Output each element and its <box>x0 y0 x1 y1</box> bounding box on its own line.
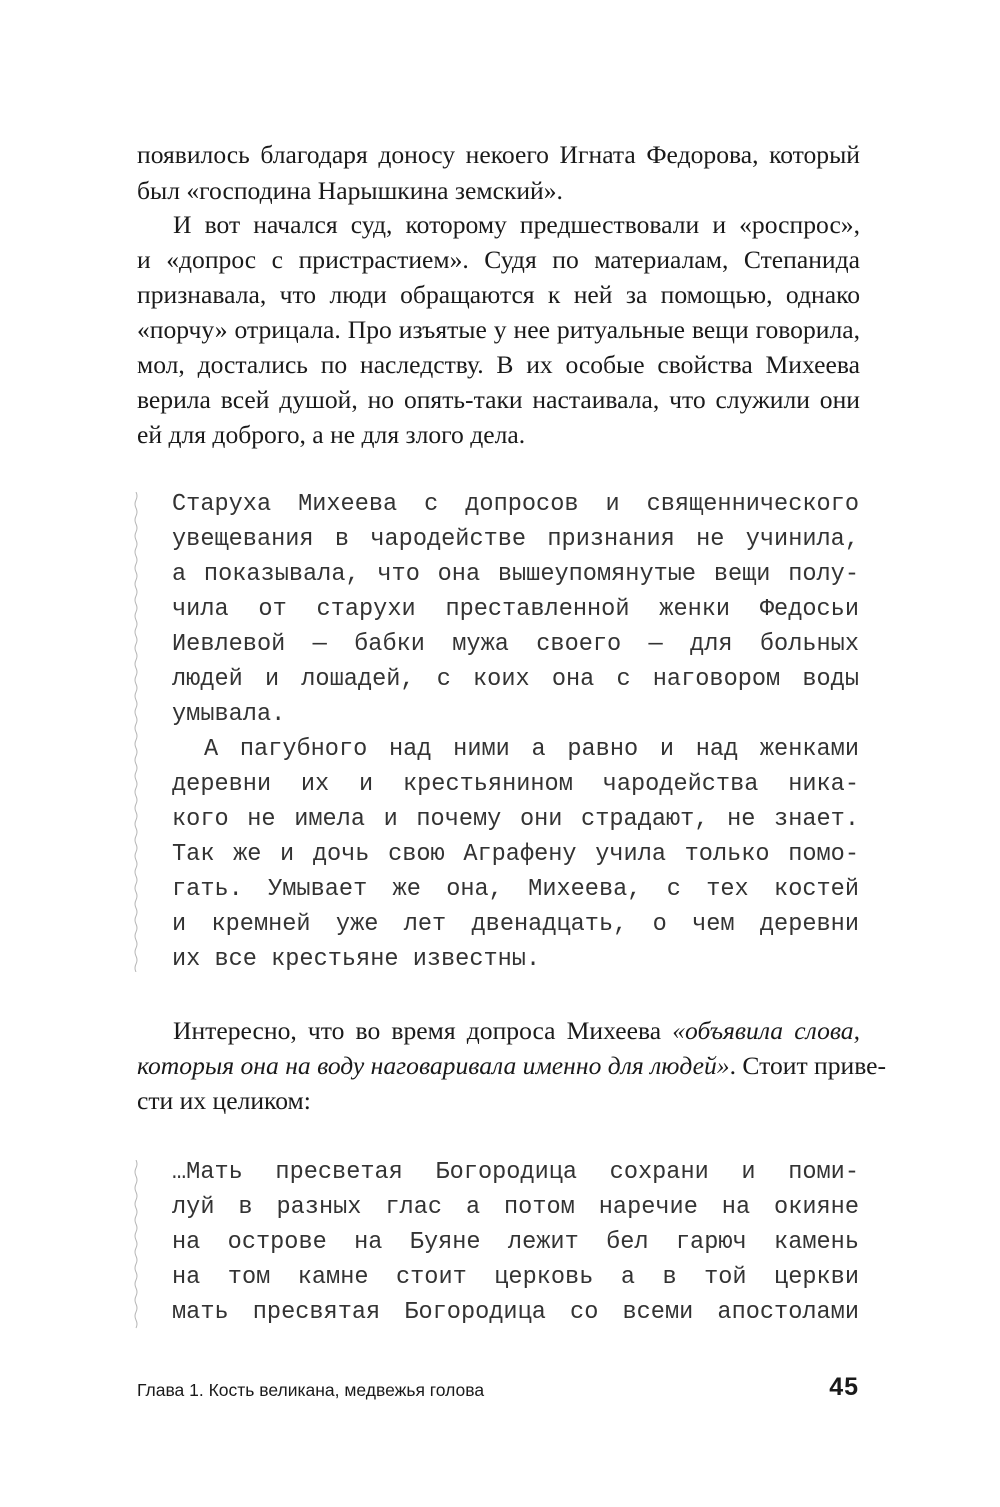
text-italic: «объявила слова, <box>672 1016 860 1045</box>
quote-line: гать. Умывает же она, Михеева, с тех костей <box>172 876 859 903</box>
quote-line: мать пресвятая Богородица со всеми апостолами <box>172 1299 859 1326</box>
text-plain: . Стоит приве- <box>729 1051 887 1080</box>
quote-line: чила от старухи преставленной женки Федосьи <box>172 596 859 623</box>
text-line: «порчу» отрицала. Про изъятые у нее ритуальные вещи говорила, <box>137 315 860 344</box>
quote-line: а показывала, что она вышеупомянутые вещи полу- <box>172 561 859 588</box>
text-line: признавала, что люди обращаются к ней за помощью, однако <box>137 280 860 309</box>
text-line <box>173 1013 860 1049</box>
quote-line: кого не имела и почему они страдают, не знает. <box>172 806 859 833</box>
text-line: и «допрос с пристрастием». Судя по материалам, Степанида <box>137 245 860 274</box>
quote-line: луй в разных глас а потом наречие на окияне <box>172 1194 859 1221</box>
text-plain: Интересно, что во время допроса Михеева <box>173 1016 673 1045</box>
text-line: появилось благодаря доносу некоего Игната Федорова, который <box>137 140 860 169</box>
text-line: сти их целиком: <box>137 1086 311 1115</box>
text-line: мол, достались по наследству. В их особые свойства Михеева <box>137 350 860 379</box>
quote-line: умывала. <box>172 701 286 728</box>
text-line: И вот начался суд, которому предшествовали и «роспрос», <box>173 210 860 239</box>
text-line: ей для доброго, а не для злого дела. <box>137 420 526 449</box>
quote-line: Так же и дочь свою Аграфену учила только помо- <box>172 841 859 868</box>
text-line: был «господина Нарышкина земский». <box>137 176 563 205</box>
quote-line: увещевания в чародействе признания не учинила, <box>172 526 859 553</box>
quote-line: А пагубного над ними а равно и над женками <box>204 736 859 763</box>
text-italic: которыя она на воду наговаривала именно для людей» <box>137 1051 730 1080</box>
quote-bar <box>133 492 139 972</box>
text-line: верила всей душой, но опять-таки настаивала, что служили они <box>137 385 860 414</box>
quote-line: Старуха Михеева с допросов и священнического <box>172 491 859 518</box>
running-footer-chapter: Глава 1. Кость великана, медвежья голова <box>137 1380 485 1400</box>
quote-line: и кремней уже лет двенадцать, о чем деревни <box>172 911 859 938</box>
quote-line: людей и лошадей, с коих она с наговором воды <box>172 666 859 693</box>
quote-line: деревни их и крестьянином чародейства ника- <box>172 771 859 798</box>
quote-line: на острове на Буяне лежит бел гарюч камень <box>172 1229 859 1256</box>
quote-line: …Мать пресветая Богородица сохрани и поми- <box>172 1159 859 1186</box>
text-line <box>137 1048 887 1084</box>
quote-line: их все крестьяне известны. <box>172 946 541 973</box>
page-number: 45 <box>829 1373 859 1401</box>
quote-line: на том камне стоит церковь а в той церкви <box>172 1264 859 1291</box>
quote-bar <box>133 1160 139 1330</box>
quote-line: Иевлевой — бабки мужа своего — для больных <box>172 631 859 658</box>
